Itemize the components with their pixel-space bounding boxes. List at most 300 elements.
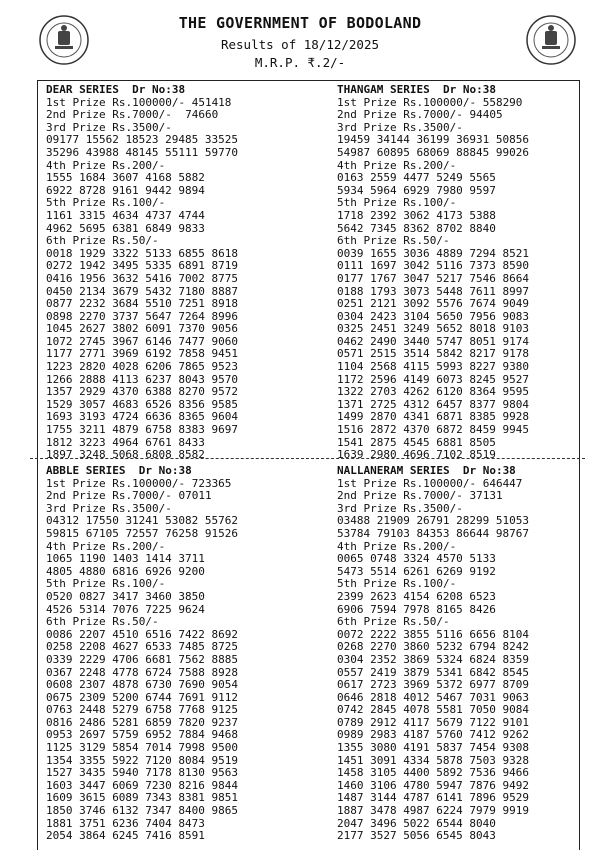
ticket-number: 5232	[436, 640, 463, 654]
ticket-number: 8928	[211, 665, 238, 679]
ticket-number: 3864	[79, 829, 106, 843]
ticket-number: 4078	[403, 703, 430, 717]
ticket-number: 3615	[79, 791, 106, 805]
ticket-number: 4878	[112, 678, 139, 692]
ticket-number: 3211	[79, 423, 106, 437]
ticket-number: 9894	[178, 183, 205, 197]
ticket-number: 0251	[337, 297, 364, 311]
ticket-number: 2627	[79, 322, 106, 336]
ticket-number: 1371	[337, 397, 364, 411]
sixth-prize-row	[337, 679, 536, 692]
ticket-number: 6516	[145, 627, 172, 641]
ticket-number: 9192	[469, 564, 496, 578]
ticket-number: 3496	[370, 816, 397, 830]
ticket-number: 2352	[370, 652, 397, 666]
ticket-number: 4889	[436, 246, 463, 260]
ticket-number: 03488	[337, 514, 371, 528]
ticket-number: 8702	[436, 221, 463, 235]
ticket-number: 9178	[502, 347, 529, 361]
ticket-number: 5335	[145, 259, 172, 273]
ticket-number: 5922	[112, 753, 139, 767]
fourth-prize-row	[337, 553, 536, 566]
ticket-number: 2486	[79, 715, 106, 729]
ticket-number: 5133	[145, 246, 172, 260]
first-prize: 1st Prize Rs.100000/- 646447	[337, 476, 523, 490]
ticket-number: 6388	[145, 385, 172, 399]
ticket-number: 3057	[79, 397, 106, 411]
third-prize-label: 3rd Prize Rs.3500/-	[46, 501, 172, 515]
second-prize: 2nd Prize Rs.7000/- 74660	[46, 108, 219, 122]
ticket-number: 8433	[178, 435, 205, 449]
ticket-number: 5892	[436, 766, 463, 780]
ticket-number: 9101	[502, 715, 529, 729]
ticket-number: 8775	[211, 271, 238, 285]
ticket-number: 3495	[112, 259, 139, 273]
ticket-number: 1942	[79, 259, 106, 273]
ticket-number: 3751	[79, 816, 106, 830]
ticket-number: 9697	[211, 423, 238, 437]
ticket-number: 2222	[370, 627, 397, 641]
ticket-number: 8728	[79, 183, 106, 197]
ticket-number: 3144	[370, 791, 397, 805]
fourth-prize-label: 4th Prize Rs.200/-	[337, 158, 457, 172]
series-title: ABBLE SERIES Dr No:38	[46, 464, 192, 477]
ticket-number: 7416	[145, 829, 172, 843]
ticket-number: 8364	[469, 385, 496, 399]
ticket-number: 54987	[337, 145, 371, 159]
ticket-number: 1516	[337, 423, 364, 437]
ticket-number: 9308	[502, 741, 529, 755]
ticket-number: 72557	[125, 526, 159, 540]
ticket-number: 0450	[46, 284, 73, 298]
ticket-number: 5279	[112, 703, 139, 717]
ticket-number: 6855	[178, 246, 205, 260]
ticket-number: 1609	[46, 791, 73, 805]
second-prize: 2nd Prize Rs.7000/- 07011	[46, 489, 212, 503]
ticket-number: 8426	[469, 602, 496, 616]
ticket-number: 0325	[337, 322, 364, 336]
ticket-number: 7343	[145, 791, 172, 805]
ticket-number: 5934	[337, 183, 364, 197]
ticket-number: 59770	[204, 145, 238, 159]
sixth-prize-label: 6th Prize Rs.50/-	[337, 234, 450, 248]
ticket-number: 9054	[211, 678, 238, 692]
ticket-number: 6891	[178, 259, 205, 273]
ticket-number: 6269	[436, 564, 463, 578]
ticket-number: 7611	[469, 284, 496, 298]
ticket-number: 6523	[469, 589, 496, 603]
ticket-number: 9103	[502, 322, 529, 336]
ticket-number: 2888	[79, 372, 106, 386]
fifth-prize-row	[337, 210, 536, 223]
ticket-number: 8885	[211, 652, 238, 666]
ticket-number: 6206	[145, 360, 172, 374]
ticket-number: 3223	[79, 435, 106, 449]
ticket-number: 5388	[469, 208, 496, 222]
ticket-number: 1451	[337, 753, 364, 767]
ticket-number: 5576	[436, 297, 463, 311]
ticket-number: 7180	[178, 284, 205, 298]
ticket-number: 4477	[403, 171, 430, 185]
ticket-number: 9851	[211, 791, 238, 805]
ticket-number: 31241	[125, 514, 159, 528]
ticket-number: 7956	[469, 309, 496, 323]
ticket-number: 4191	[403, 741, 430, 755]
ticket-number: 8381	[178, 791, 205, 805]
ticket-number: 9380	[502, 360, 529, 374]
ticket-number: 48145	[125, 145, 159, 159]
ticket-number: 4780	[403, 778, 430, 792]
ticket-number: 3869	[403, 652, 430, 666]
ticket-number: 5747	[436, 334, 463, 348]
fifth-prize-row	[46, 591, 245, 604]
ticket-number: 4341	[403, 410, 430, 424]
third-prize-label: 3rd Prize Rs.3500/-	[46, 120, 172, 134]
ticket-number: 6849	[145, 221, 172, 235]
ticket-number: 8618	[211, 246, 238, 260]
ticket-number: 6906	[337, 602, 364, 616]
ticket-number: 2229	[79, 652, 106, 666]
ticket-number: 2745	[79, 334, 106, 348]
ticket-number: 2208	[79, 640, 106, 654]
ticket-number: 6859	[145, 715, 172, 729]
ticket-number: 9804	[502, 397, 529, 411]
ticket-number: 8664	[502, 271, 529, 285]
ticket-number: 1697	[370, 259, 397, 273]
ticket-number: 6816	[112, 564, 139, 578]
ticket-number: 7347	[145, 804, 172, 818]
ticket-number: 7454	[469, 741, 496, 755]
fourth-prize-row	[46, 172, 245, 185]
ticket-number: 28299	[456, 514, 490, 528]
ticket-number: 5133	[469, 552, 496, 566]
fourth-prize-row	[46, 553, 245, 566]
ticket-number: 6069	[112, 778, 139, 792]
ticket-number: 99026	[495, 145, 529, 159]
ticket-number: 0877	[46, 297, 73, 311]
sixth-prize-row	[46, 323, 245, 336]
ticket-number: 1529	[46, 397, 73, 411]
ticket-number: 1767	[370, 271, 397, 285]
ticket-number: 6224	[436, 804, 463, 818]
ticket-number: 1190	[79, 552, 106, 566]
ticket-number: 2771	[79, 347, 106, 361]
ticket-number: 3969	[112, 347, 139, 361]
ticket-number: 5068	[112, 448, 139, 462]
ticket-number: 2872	[370, 423, 397, 437]
ticket-number: 9328	[502, 753, 529, 767]
ticket-number: 3855	[403, 627, 430, 641]
ticket-number: 3324	[403, 552, 430, 566]
ticket-number: 8043	[469, 829, 496, 843]
ticket-number: 4028	[112, 360, 139, 374]
ticket-number: 3073	[403, 284, 430, 298]
ticket-number: 4964	[112, 435, 139, 449]
ticket-number: 3322	[112, 246, 139, 260]
sixth-prize-row	[337, 424, 536, 437]
ticket-number: 1487	[337, 791, 364, 805]
ticket-number: 1527	[46, 766, 73, 780]
ticket-number: 18523	[125, 133, 159, 147]
ticket-number: 9563	[211, 766, 238, 780]
ticket-number: 1460	[337, 778, 364, 792]
ticket-number: 36931	[456, 133, 490, 147]
ticket-number: 1655	[370, 246, 397, 260]
ticket-number: 3447	[79, 778, 106, 792]
ticket-number: 8217	[469, 347, 496, 361]
ticket-number: 0163	[337, 171, 364, 185]
ticket-number: 7768	[178, 703, 205, 717]
ticket-number: 8377	[469, 397, 496, 411]
ticket-number: 0748	[370, 552, 397, 566]
ticket-number: 1125	[46, 741, 73, 755]
ticket-number: 0304	[337, 652, 364, 666]
ticket-number: 8270	[178, 385, 205, 399]
ticket-number: 8362	[403, 221, 430, 235]
sixth-prize-row	[337, 830, 536, 843]
sixth-prize-row	[46, 424, 245, 437]
ticket-number: 3129	[79, 741, 106, 755]
ticket-number: 35296	[46, 145, 80, 159]
ticket-number: 2725	[370, 397, 397, 411]
ticket-number: 5647	[145, 309, 172, 323]
ticket-number: 5581	[436, 703, 463, 717]
ticket-number: 8130	[178, 766, 205, 780]
ticket-number: 9466	[502, 766, 529, 780]
ticket-number: 5854	[112, 741, 139, 755]
abble-series-block	[46, 465, 245, 843]
sixth-prize-row	[337, 805, 536, 818]
ticket-number: 5448	[436, 284, 463, 298]
ticket-number: 5759	[112, 728, 139, 742]
ticket-number: 4724	[112, 410, 139, 424]
ticket-number: 9262	[502, 728, 529, 742]
ticket-number: 4370	[112, 385, 139, 399]
ticket-number: 9919	[502, 804, 529, 818]
series-title: NALLANERAM SERIES Dr No:38	[337, 464, 516, 477]
ticket-number: 68069	[416, 145, 450, 159]
ticket-number: 1355	[337, 741, 364, 755]
ticket-number: 4805	[46, 564, 73, 578]
ticket-number: 6636	[145, 410, 172, 424]
ticket-number: 8709	[502, 678, 529, 692]
ticket-number: 6089	[112, 791, 139, 805]
ticket-number: 79103	[376, 526, 410, 540]
ticket-number: 0339	[46, 652, 73, 666]
ticket-number: 7979	[469, 804, 496, 818]
ticket-number: 5324	[436, 652, 463, 666]
ticket-number: 8473	[178, 816, 205, 830]
ticket-number: 1322	[337, 385, 364, 399]
ticket-number: 2307	[79, 678, 106, 692]
sixth-prize-label: 6th Prize Rs.50/-	[46, 234, 159, 248]
sixth-prize-row	[337, 767, 536, 780]
ticket-number: 5314	[79, 602, 106, 616]
ticket-number: 2134	[79, 284, 106, 298]
ticket-number: 1172	[337, 372, 364, 386]
ticket-number: 5993	[436, 360, 463, 374]
ticket-number: 6761	[145, 435, 172, 449]
ticket-number: 0742	[337, 703, 364, 717]
ticket-number: 8725	[211, 640, 238, 654]
ticket-number: 0646	[337, 690, 364, 704]
ticket-number: 3106	[370, 778, 397, 792]
fourth-prize-label: 4th Prize Rs.200/-	[46, 539, 166, 553]
ticket-number: 9527	[502, 372, 529, 386]
ticket-number: 9595	[502, 385, 529, 399]
ticket-number: 0462	[337, 334, 364, 348]
ticket-number: 1929	[79, 246, 106, 260]
government-seal-icon	[525, 14, 577, 66]
ticket-number: 1072	[46, 334, 73, 348]
ticket-number: 1354	[46, 753, 73, 767]
ticket-number: 2423	[370, 309, 397, 323]
ticket-number: 0268	[337, 640, 364, 654]
ticket-number: 1639	[337, 448, 364, 462]
ticket-number: 7373	[469, 259, 496, 273]
ticket-number: 7345	[370, 221, 397, 235]
ticket-number: 2818	[370, 690, 397, 704]
ticket-number: 0617	[337, 678, 364, 692]
ticket-number: 0571	[337, 347, 364, 361]
ticket-number: 0416	[46, 271, 73, 285]
ticket-number: 7536	[469, 766, 496, 780]
second-prize: 2nd Prize Rs.7000/- 37131	[337, 489, 503, 503]
ticket-number: 3315	[79, 208, 106, 222]
sixth-prize-row	[46, 704, 245, 717]
ticket-number: 3802	[112, 322, 139, 336]
ticket-number: 8359	[502, 652, 529, 666]
ticket-number: 7884	[178, 728, 205, 742]
ticket-number: 5878	[436, 753, 463, 767]
ticket-number: 7588	[178, 665, 205, 679]
ticket-number: 5281	[112, 715, 139, 729]
sixth-prize-row	[46, 386, 245, 399]
series-title: THANGAM SERIES Dr No:38	[337, 83, 496, 96]
ticket-number: 1887	[337, 804, 364, 818]
ticket-number: 7412	[469, 728, 496, 742]
ticket-number: 5947	[436, 778, 463, 792]
ticket-number: 5022	[403, 816, 430, 830]
ticket-number: 4880	[79, 564, 106, 578]
ticket-number: 9604	[211, 410, 238, 424]
ticket-number: 7264	[178, 309, 205, 323]
ticket-number: 3679	[112, 284, 139, 298]
ticket-number: 0188	[337, 284, 364, 298]
ticket-number: 2448	[79, 703, 106, 717]
ticket-number: 9468	[211, 728, 238, 742]
ticket-number: 4168	[145, 171, 172, 185]
ticket-number: 3193	[79, 410, 106, 424]
ticket-number: 7225	[145, 602, 172, 616]
ticket-number: 8590	[502, 259, 529, 273]
ticket-number: 4370	[403, 423, 430, 437]
sixth-prize-row	[337, 323, 536, 336]
ticket-number: 9083	[502, 309, 529, 323]
ticket-number: 5760	[436, 728, 463, 742]
ticket-number: 34144	[376, 133, 410, 147]
ticket-number: 1603	[46, 778, 73, 792]
ticket-number: 1414	[145, 552, 172, 566]
ticket-number: 2121	[370, 297, 397, 311]
ticket-number: 0072	[337, 627, 364, 641]
ticket-number: 6381	[112, 221, 139, 235]
ticket-number: 3091	[370, 753, 397, 767]
ticket-number: 0367	[46, 665, 73, 679]
ticket-number: 7076	[112, 602, 139, 616]
ticket-number: 8365	[178, 410, 205, 424]
ticket-number: 8084	[178, 753, 205, 767]
ticket-number: 5217	[436, 271, 463, 285]
ticket-number: 8591	[178, 829, 205, 843]
ticket-number: 6146	[145, 334, 172, 348]
first-prize: 1st Prize Rs.100000/- 451418	[46, 95, 232, 109]
ticket-number: 3460	[145, 589, 172, 603]
nallaneram-series-block	[337, 465, 536, 843]
ticket-number: 2596	[370, 372, 397, 386]
ticket-number: 9451	[211, 347, 238, 361]
ticket-number: 0177	[337, 271, 364, 285]
ticket-number: 9523	[211, 360, 238, 374]
ticket-number: 6758	[145, 423, 172, 437]
ticket-number: 2697	[79, 728, 106, 742]
sixth-prize-row	[46, 449, 245, 462]
ticket-number: 5652	[436, 322, 463, 336]
ticket-number: 4187	[403, 728, 430, 742]
ticket-number: 2912	[370, 715, 397, 729]
sixth-prize-row	[46, 654, 245, 667]
ticket-number: 5249	[436, 171, 463, 185]
ticket-number: 29485	[165, 133, 199, 147]
third-prize-label: 3rd Prize Rs.3500/-	[337, 501, 463, 515]
ticket-number: 8245	[469, 372, 496, 386]
ticket-number: 2623	[370, 589, 397, 603]
ticket-number: 59815	[46, 526, 80, 540]
ticket-number: 5882	[178, 171, 205, 185]
ticket-number: 6808	[145, 448, 172, 462]
ticket-number: 1065	[46, 552, 73, 566]
ticket-number: 2177	[337, 829, 364, 843]
ticket-number: 1177	[46, 347, 73, 361]
ticket-number: 2983	[370, 728, 397, 742]
ticket-number: 3860	[403, 640, 430, 654]
ticket-number: 5842	[436, 347, 463, 361]
results-header	[0, 0, 600, 80]
ticket-number: 8996	[211, 309, 238, 323]
ticket-number: 0086	[46, 627, 73, 641]
sixth-prize-row	[337, 361, 536, 374]
ticket-number: 8459	[469, 423, 496, 437]
ticket-number: 5510	[145, 297, 172, 311]
ticket-number: 5341	[436, 665, 463, 679]
thangam-series-block	[337, 84, 536, 462]
ticket-number: 2047	[337, 816, 364, 830]
ticket-number: 4312	[403, 397, 430, 411]
ticket-number: 5432	[145, 284, 172, 298]
ticket-number: 9161	[112, 183, 139, 197]
ticket-number: 3248	[79, 448, 106, 462]
third-prize-label: 3rd Prize Rs.3500/-	[337, 120, 463, 134]
ticket-number: 4962	[46, 221, 73, 235]
ticket-number: 4778	[112, 665, 139, 679]
ticket-number: 0111	[337, 259, 364, 273]
ticket-number: 3435	[79, 766, 106, 780]
ticket-number: 5695	[79, 221, 106, 235]
ticket-number: 9500	[211, 741, 238, 755]
ticket-number: 8887	[211, 284, 238, 298]
ticket-number: 3746	[79, 804, 106, 818]
ticket-number: 2451	[370, 322, 397, 336]
